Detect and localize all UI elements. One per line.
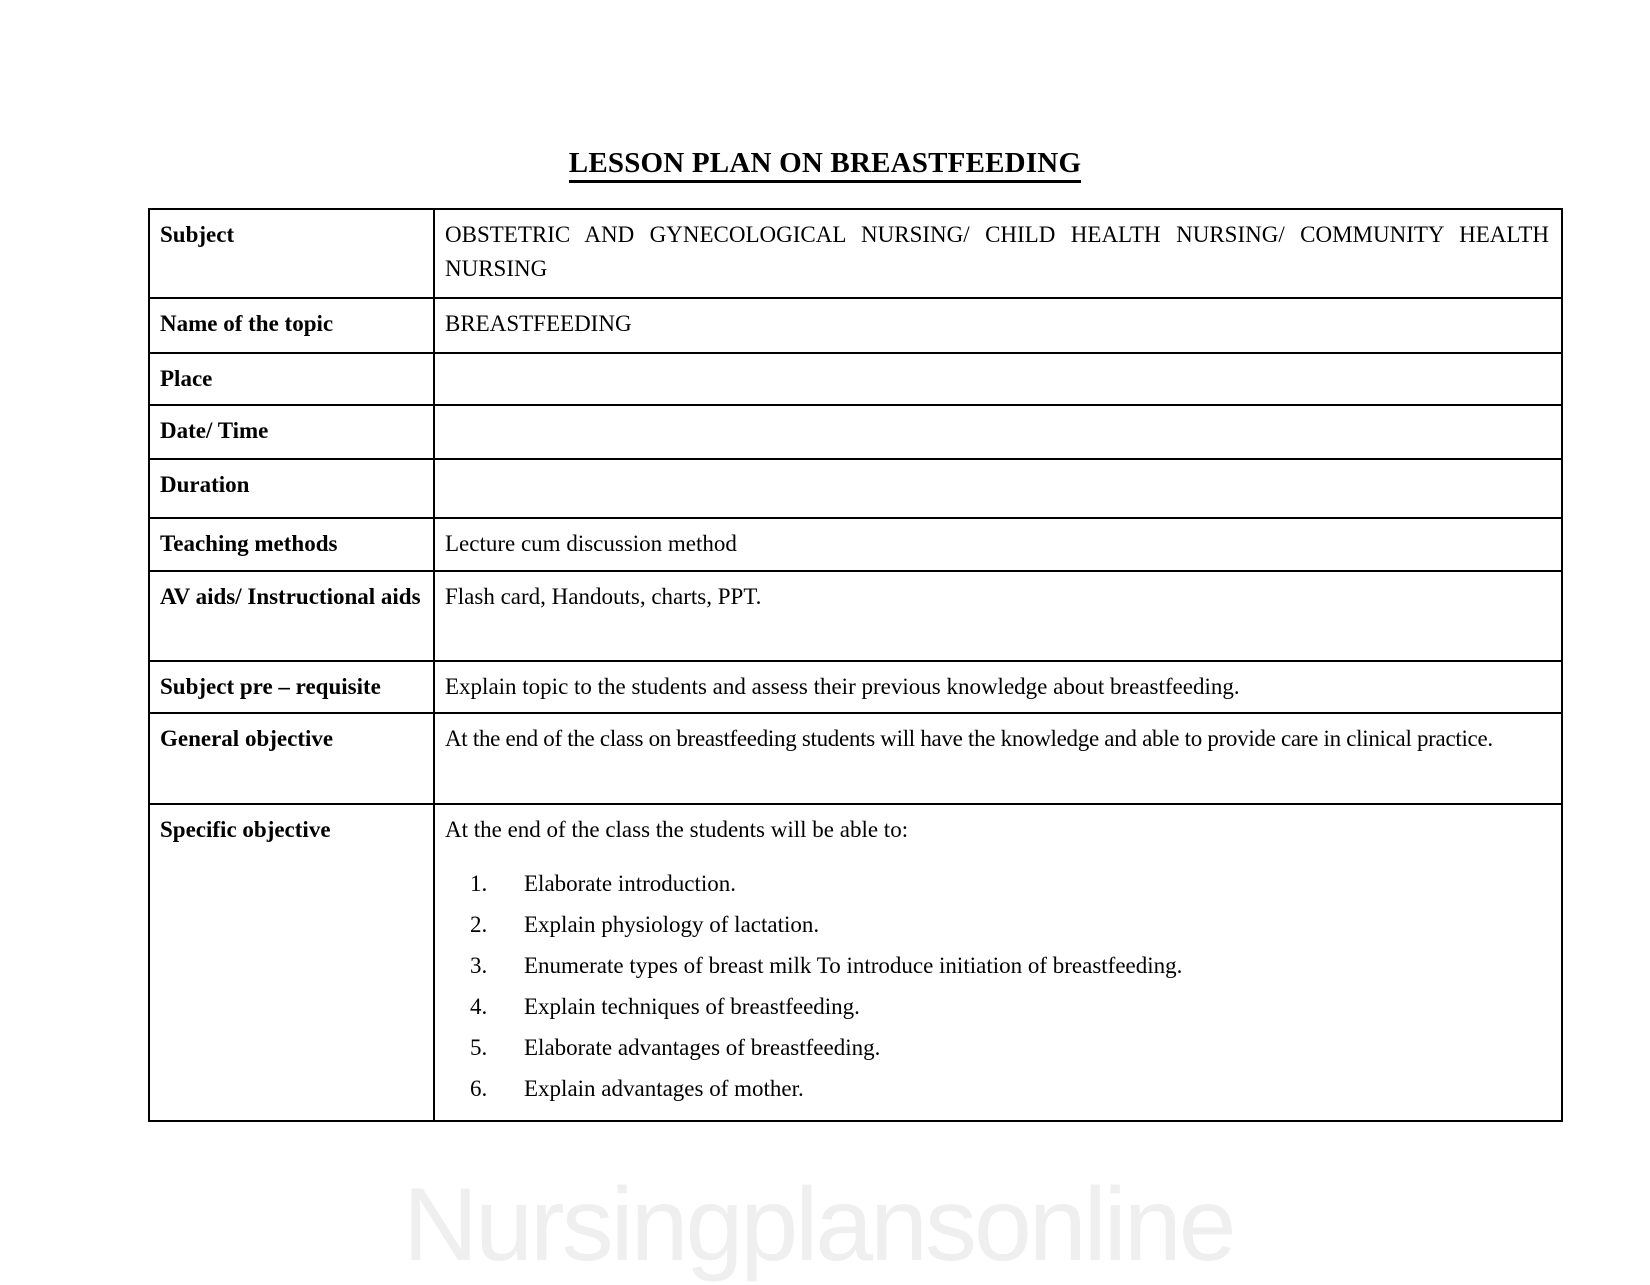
row-value-general-objective: At the end of the class on breastfeeding students will have the knowledge and able to provide care in clinical practice. [434,713,1562,804]
table-row-topic-name [149,298,1562,353]
list-item: Elaborate advantages of breastfeeding. [524,1035,881,1060]
row-value-subject: OBSTETRIC AND GYNECOLOGICAL NURSING/ CHILD HEALTH NURSING/ COMMUNITY HEALTH NURSING [434,209,1562,298]
watermark: Nursingplansonline [403,1167,1234,1283]
row-value-place [434,353,1562,405]
table-row-date-time [149,405,1562,459]
row-label-topic-name: Name of the topic [149,298,434,353]
list-item: Explain physiology of lactation. [524,912,820,937]
specific-objective-intro: At the end of the class the students will be able to: [445,817,909,842]
table-row-specific-objective [149,804,1562,1121]
table-row-duration [149,459,1562,518]
row-label-duration: Duration [149,459,434,518]
table-row-subject [149,209,1562,298]
row-label-subject: Subject [149,209,434,298]
page-title [0,147,1650,180]
row-label-date-time: Date/ Time [149,405,434,459]
list-item: Explain techniques of breastfeeding. [524,994,860,1019]
table-row-general-objective [149,713,1562,804]
row-value-topic-name: BREASTFEEDING [434,298,1562,353]
lesson-plan-table [148,208,1563,1122]
list-item: Explain advantages of mother. [524,1076,804,1101]
row-label-place: Place [149,353,434,405]
list-item: Enumerate types of breast milk To introduce initiation of breastfeeding. [524,953,1183,978]
table-row-prerequisite [149,661,1562,713]
row-label-general-objective: General objective [149,713,434,804]
table-row-av-aids [149,571,1562,661]
table-row-teaching-methods [149,518,1562,571]
row-label-specific-objective: Specific objective [149,804,434,1121]
row-value-specific-objective [434,804,1562,1121]
list-item: Elaborate introduction. [524,871,737,896]
row-label-teaching-methods: Teaching methods [149,518,434,571]
row-value-date-time [434,405,1562,459]
table-row-place [149,353,1562,405]
row-label-av-aids: AV aids/ Instructional aids [149,571,434,661]
row-value-duration [434,459,1562,518]
row-label-prerequisite: Subject pre – requisite [149,661,434,713]
row-value-av-aids: Flash card, Handouts, charts, PPT. [434,571,1562,661]
row-value-teaching-methods: Lecture cum discussion method [434,518,1562,571]
specific-objective-list [445,863,1549,1109]
row-value-prerequisite: Explain topic to the students and assess their previous knowledge about breastfeeding. [434,661,1562,713]
page-title-text: LESSON PLAN ON BREASTFEEDING [569,147,1081,183]
